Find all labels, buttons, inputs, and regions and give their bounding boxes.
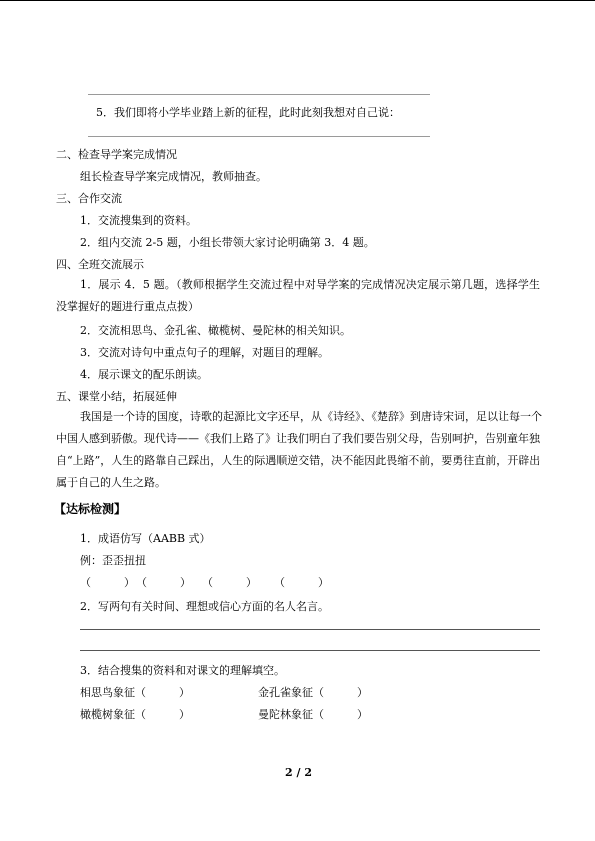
section-2-heading: 二、检查导学案完成情况 xyxy=(56,148,177,161)
check-question-3: 3．结合搜集的资料和对课文的理解填空。 xyxy=(80,664,285,677)
question-5: 5．我们即将小学毕业踏上新的征程，此时此刻我想对自己说： xyxy=(96,106,400,119)
section-4-item-1: 1．展示 4．5 题。（教师根据学生交流过程中对导学案的完成情况决定展示第几题，选择学生没掌握好的题进行重点点拨） xyxy=(56,278,540,313)
fill-ganlanshu: 橄榄树象征（ ） xyxy=(80,708,190,721)
page-top-border xyxy=(0,0,595,1)
check-title: 【达标检测】 xyxy=(54,502,127,516)
answer-line xyxy=(88,94,430,95)
check-question-1-example: 例：歪歪扭扭 xyxy=(80,554,146,567)
blank-1: （ ） xyxy=(80,576,135,589)
fill-jinkongque: 金孔雀象征（ ） xyxy=(258,686,368,699)
section-4-item-3: 3．交流对诗句中重点句子的理解，对题目的理解。 xyxy=(80,346,329,359)
page-number: 2 / 2 xyxy=(285,766,312,779)
section-2-text: 组长检查导学案完成情况，教师抽查。 xyxy=(80,170,267,183)
fill-mantuolin: 曼陀林象征（ ） xyxy=(258,708,368,721)
section-3-item-1: 1．交流搜集到的资料。 xyxy=(80,214,197,227)
blank-4: （ ） xyxy=(274,576,329,589)
section-4-item-2: 2．交流相思鸟、金孔雀、橄榄树、曼陀林的相关知识。 xyxy=(80,324,351,337)
check-question-1: 1．成语仿写（AABB 式） xyxy=(80,532,211,545)
answer-line xyxy=(80,650,540,651)
answer-line xyxy=(80,629,540,630)
section-5-paragraph: 我国是一个诗的国度，诗歌的起源比文字还早，从《诗经》、《楚辞》到唐诗宋词，足以让每一个中国人感到骄傲。现代诗——《我们上路了》让我们明白了我们要告别父母，告别呵护，告别童年独自“上路”，人生的路靠自己踩出，人生的际遇顺逆交错，决不能因此畏缩不前，要勇往直前，开辟出属于自己的人生之路。 xyxy=(56,410,542,489)
check-question-2: 2．写两句有关时间、理想或信心方面的名人名言。 xyxy=(80,600,329,613)
section-3-heading: 三、合作交流 xyxy=(56,192,122,205)
fill-siniao: 相思鸟象征（ ） xyxy=(80,686,190,699)
section-3-item-2: 2．组内交流 2-5 题，小组长带领大家讨论明确第 3．4 题。 xyxy=(80,236,375,249)
blank-3: （ ） xyxy=(202,576,257,589)
section-4-heading: 四、全班交流展示 xyxy=(56,258,144,271)
answer-line xyxy=(88,136,430,137)
section-4-item-4: 4．展示课文的配乐朗读。 xyxy=(80,368,208,381)
blank-2: （ ） xyxy=(136,576,191,589)
section-5-heading: 五、课堂小结，拓展延伸 xyxy=(56,390,177,403)
